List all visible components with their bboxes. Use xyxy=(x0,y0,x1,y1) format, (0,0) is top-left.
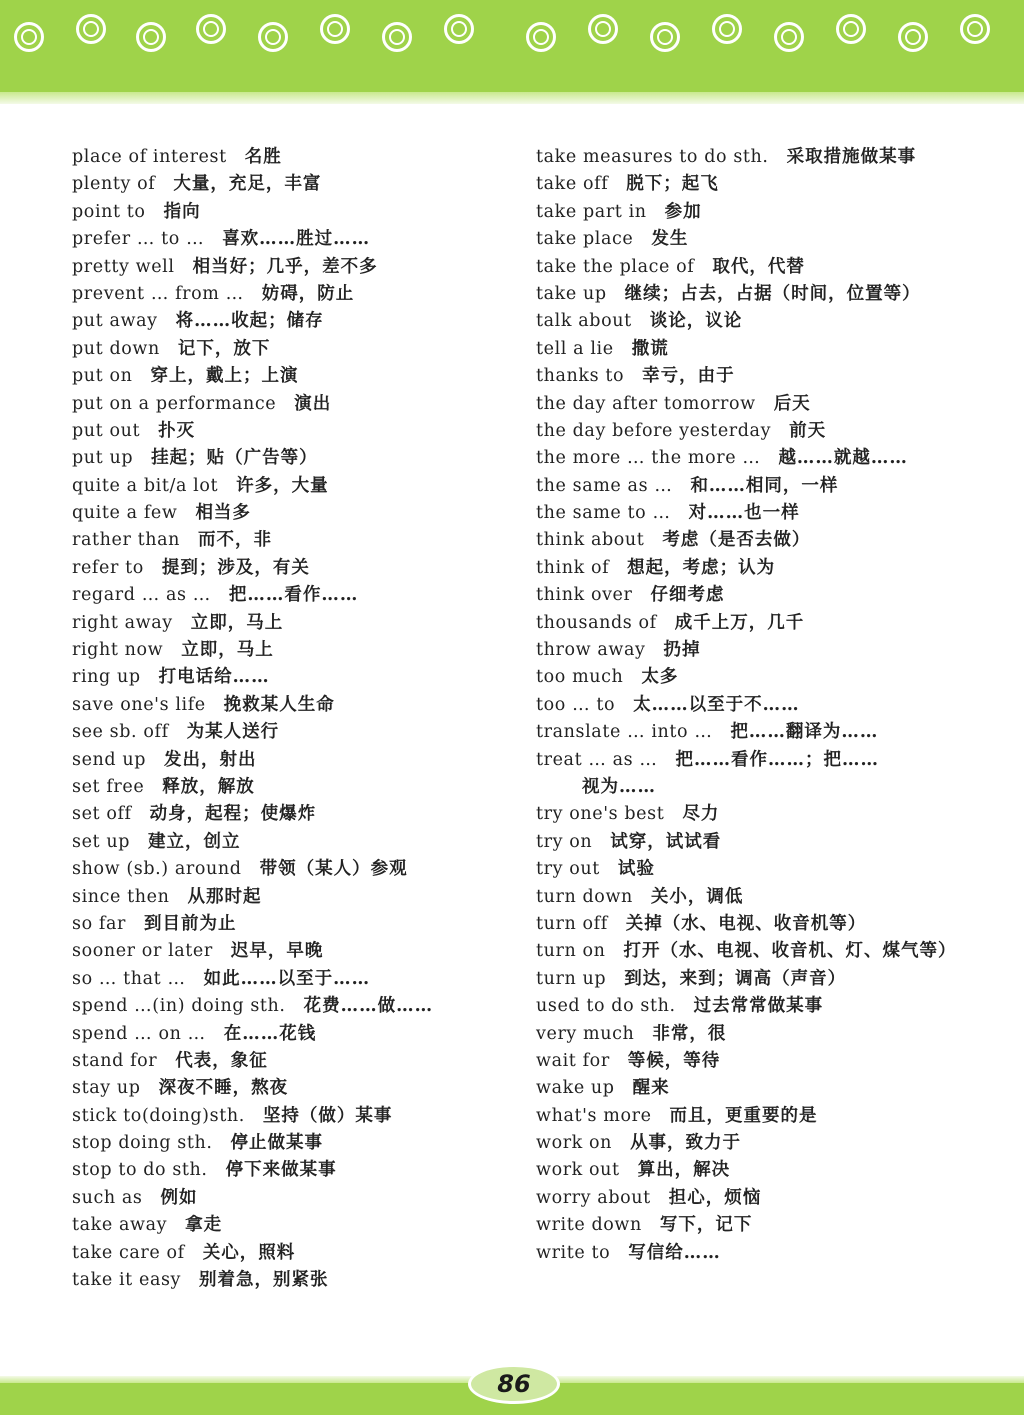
vocab-entry xyxy=(72,664,522,691)
entry-chinese: 从那时起 xyxy=(187,886,262,907)
vocab-entry xyxy=(72,1048,522,1075)
entry-chinese: 脱下；起飞 xyxy=(626,174,719,195)
vocab-entry xyxy=(536,391,1006,418)
entry-chinese: 在……花钱 xyxy=(223,1023,317,1044)
decorative-rings xyxy=(0,12,1024,62)
entry-chinese: 取代，代替 xyxy=(712,256,805,277)
entry-english: the day before yesterday xyxy=(536,420,772,441)
ring-icon xyxy=(712,14,742,44)
entry-chinese: 花费……做…… xyxy=(303,996,434,1017)
entry-english: right now xyxy=(72,640,164,661)
entry-chinese: 成千上万，几千 xyxy=(674,612,805,633)
entry-english: plenty of xyxy=(72,174,156,195)
entry-chinese: 写信给…… xyxy=(628,1242,721,1263)
ring-icon xyxy=(76,14,106,44)
entry-english: write to xyxy=(536,1242,611,1263)
entry-chinese: 妨碍，防止 xyxy=(261,283,355,304)
vocab-entry xyxy=(536,884,1006,911)
vocab-entry xyxy=(72,884,522,911)
vocab-entry xyxy=(536,610,1006,637)
entry-chinese: 停下来做某事 xyxy=(225,1160,337,1181)
entry-chinese: 挂起；贴（广告等） xyxy=(151,448,318,469)
entry-english: the day after tomorrow xyxy=(536,393,756,414)
vocab-entry xyxy=(536,1075,1006,1102)
entry-english: translate … into … xyxy=(536,722,713,743)
vocab-entry xyxy=(536,1048,1006,1075)
entry-english: wait for xyxy=(536,1050,610,1071)
vocab-entry xyxy=(72,1157,522,1184)
entry-english: turn down xyxy=(536,886,633,907)
entry-english: refer to xyxy=(72,557,144,578)
vocab-entry xyxy=(72,692,522,719)
vocab-entry xyxy=(536,418,1006,445)
entry-chinese: 和……相同，一样 xyxy=(690,475,839,496)
vocab-entry xyxy=(536,1185,1006,1212)
entry-chinese: 大量，充足，丰富 xyxy=(173,174,322,195)
ring-icon xyxy=(136,22,166,52)
entry-chinese: 立即，马上 xyxy=(190,612,284,633)
entry-english: set free xyxy=(72,776,145,797)
entry-english: pretty well xyxy=(72,256,175,277)
entry-english: stop doing sth. xyxy=(72,1133,213,1154)
entry-chinese: 非常，很 xyxy=(652,1023,727,1044)
entry-chinese: 关掉（水、电视、收音机等） xyxy=(625,913,867,934)
vocab-entry xyxy=(536,664,1006,691)
entry-english: stay up xyxy=(72,1078,141,1099)
vocab-entry xyxy=(536,1130,1006,1157)
entry-english: such as xyxy=(72,1187,143,1208)
left-column xyxy=(72,144,522,1294)
entry-chinese: 代表，象征 xyxy=(175,1050,268,1071)
entry-english: think over xyxy=(536,585,633,606)
vocab-entry xyxy=(536,692,1006,719)
entry-english: the same as … xyxy=(536,475,673,496)
entry-chinese: 过去常常做某事 xyxy=(693,996,824,1017)
entry-chinese: 打开（水、电视、收音机、灯、煤气等） xyxy=(623,941,957,962)
vocab-entry xyxy=(72,445,522,472)
entry-english: work out xyxy=(536,1160,620,1181)
entry-chinese: 发生 xyxy=(651,229,689,250)
vocab-entry xyxy=(536,1240,1006,1267)
entry-english: very much xyxy=(536,1023,635,1044)
entry-english: worry about xyxy=(536,1187,651,1208)
vocab-entry xyxy=(72,171,522,198)
entry-english: too much xyxy=(536,667,624,688)
entry-english: take it easy xyxy=(72,1270,182,1291)
entry-chinese: 仔细考虑 xyxy=(650,585,725,606)
entry-chinese: 演出 xyxy=(294,393,332,414)
vocab-entry xyxy=(72,336,522,363)
vocab-entry xyxy=(536,171,1006,198)
entry-chinese: 太多 xyxy=(641,667,679,688)
entry-chinese: 带领（某人）参观 xyxy=(259,859,408,880)
vocab-entry xyxy=(72,1185,522,1212)
entry-english: take place xyxy=(536,229,634,250)
entry-chinese: 继续；占去，占据（时间，位置等） xyxy=(624,283,921,304)
vocab-entry xyxy=(536,254,1006,281)
entry-english: so … that … xyxy=(72,968,186,989)
entry-english: put out xyxy=(72,420,141,441)
entry-chinese: 到达，来到；调高（声音） xyxy=(624,968,847,989)
vocab-entry xyxy=(536,336,1006,363)
entry-chinese: 立即，马上 xyxy=(181,640,274,661)
entry-english: take the place of xyxy=(536,256,695,277)
entry-chinese: 参加 xyxy=(664,201,702,222)
entry-chinese: 尽力 xyxy=(682,804,720,825)
entry-chinese: 试验 xyxy=(617,859,655,880)
page-number: 86 xyxy=(468,1364,560,1404)
entry-english: thousands of xyxy=(536,612,657,633)
entry-chinese: 别着急，别紧张 xyxy=(199,1270,329,1291)
entry-chinese: 对……也一样 xyxy=(688,503,800,524)
entry-chinese: 指向 xyxy=(163,201,201,222)
entry-chinese: 例如 xyxy=(160,1187,198,1208)
entry-english: rather than xyxy=(72,530,180,551)
vocab-entry xyxy=(536,829,1006,856)
entry-chinese: 穿上，戴上；上演 xyxy=(150,366,299,387)
entry-english: take part in xyxy=(536,201,647,222)
vocab-entry xyxy=(72,1267,522,1294)
entry-chinese: 挽救某人生命 xyxy=(223,694,335,715)
entry-chinese: 越……就越…… xyxy=(778,448,908,469)
entry-english: the more … the more … xyxy=(536,448,761,469)
vocab-entry xyxy=(72,144,522,171)
entry-chinese: 担心，烦恼 xyxy=(668,1187,762,1208)
entry-english: spend … on … xyxy=(72,1023,206,1044)
ring-icon xyxy=(382,22,412,52)
vocab-entry xyxy=(536,1157,1006,1184)
entry-chinese: 停止做某事 xyxy=(230,1133,324,1154)
vocab-entry xyxy=(536,1212,1006,1239)
entry-chinese: 名胜 xyxy=(244,147,282,167)
vocab-entry xyxy=(536,966,1006,993)
vocab-entry xyxy=(536,1021,1006,1048)
entry-english: take care of xyxy=(72,1242,185,1263)
vocab-entry xyxy=(536,555,1006,582)
entry-english: prefer … to … xyxy=(72,229,205,250)
entry-chinese: 到目前为止 xyxy=(143,913,237,934)
entry-english: take off xyxy=(536,174,609,195)
entry-chinese: 等候，等待 xyxy=(627,1050,721,1071)
entry-english: work on xyxy=(536,1133,613,1154)
ring-icon xyxy=(444,14,474,44)
entry-chinese: 关心，照料 xyxy=(202,1242,296,1263)
entry-english: sooner or later xyxy=(72,941,213,962)
ring-icon xyxy=(898,22,928,52)
entry-chinese: 考虑（是否去做） xyxy=(662,530,811,551)
vocab-entry xyxy=(72,993,522,1020)
entry-chinese: 深夜不睡，熬夜 xyxy=(158,1078,289,1099)
entry-chinese: 许多，大量 xyxy=(236,475,329,496)
vocab-entry xyxy=(536,473,1006,500)
entry-english: try out xyxy=(536,859,600,880)
entry-chinese: 把……看作…… xyxy=(228,585,359,606)
vocab-entry xyxy=(72,801,522,828)
vocab-entry xyxy=(72,418,522,445)
entry-chinese: 视为…… xyxy=(582,776,656,797)
vocab-entry xyxy=(72,1212,522,1239)
vocab-entry xyxy=(72,473,522,500)
ring-icon xyxy=(14,22,44,52)
entry-english: place of interest xyxy=(72,147,227,167)
entry-chinese: 为某人送行 xyxy=(186,722,280,743)
entry-chinese: 迟早，早晚 xyxy=(230,941,324,962)
entry-english: tell a lie xyxy=(536,338,614,359)
right-column xyxy=(536,144,1006,1267)
vocab-entry xyxy=(536,199,1006,226)
entry-chinese: 写下，记下 xyxy=(659,1215,753,1236)
vocab-entry xyxy=(72,637,522,664)
entry-english: quite a few xyxy=(72,503,178,524)
entry-chinese: 太……以至于不…… xyxy=(633,694,800,715)
vocab-entry xyxy=(72,281,522,308)
entry-english: what's more xyxy=(536,1105,652,1126)
vocab-entry xyxy=(72,1103,522,1130)
entry-english: see sb. off xyxy=(72,722,169,743)
vocab-entry xyxy=(72,856,522,883)
entry-english: take measures to do sth. xyxy=(536,147,769,167)
vocab-entry xyxy=(536,993,1006,1020)
entry-chinese: 扔掉 xyxy=(663,640,701,661)
vocab-entry xyxy=(72,774,522,801)
vocab-entry xyxy=(536,637,1006,664)
vocab-entry xyxy=(72,911,522,938)
entry-chinese: 后天 xyxy=(773,393,811,414)
ring-icon xyxy=(774,22,804,52)
entry-chinese: 坚持（做）某事 xyxy=(262,1105,393,1126)
entry-chinese: 醒来 xyxy=(632,1078,670,1099)
entry-english: used to do sth. xyxy=(536,996,676,1017)
vocab-entry xyxy=(72,500,522,527)
vocab-entry xyxy=(536,144,1006,171)
vocab-entry xyxy=(72,391,522,418)
entry-english: right away xyxy=(72,612,173,633)
vocab-entry xyxy=(536,226,1006,253)
entry-chinese: 记下，放下 xyxy=(177,338,271,359)
entry-english: quite a bit/a lot xyxy=(72,475,219,496)
entry-english: the same to … xyxy=(536,503,671,524)
vocab-entry xyxy=(72,226,522,253)
entry-english: stand for xyxy=(72,1050,158,1071)
vocab-entry xyxy=(536,527,1006,554)
vocab-entry xyxy=(72,719,522,746)
vocab-entry xyxy=(72,363,522,390)
entry-english: put on xyxy=(72,366,133,387)
vocab-entry xyxy=(536,856,1006,883)
vocab-entry xyxy=(72,610,522,637)
entry-chinese: 从事，致力于 xyxy=(630,1133,742,1154)
entry-chinese: 而不，非 xyxy=(198,530,272,551)
entry-english: try one's best xyxy=(536,804,665,825)
vocab-entry xyxy=(536,801,1006,828)
ring-icon xyxy=(258,22,288,52)
entry-english: thanks to xyxy=(536,366,625,387)
entry-english: regard … as … xyxy=(72,585,211,606)
vocab-entry xyxy=(72,254,522,281)
entry-english: turn up xyxy=(536,968,607,989)
entry-chinese: 采取措施做某事 xyxy=(786,147,917,167)
entry-english: try on xyxy=(536,831,593,852)
entry-chinese: 扑灭 xyxy=(158,420,196,441)
entry-chinese: 发出，射出 xyxy=(164,749,257,770)
vocab-entry xyxy=(536,911,1006,938)
vocab-entry xyxy=(72,527,522,554)
entry-chinese: 把……翻译为…… xyxy=(730,722,879,743)
entry-english: show (sb.) around xyxy=(72,859,242,880)
entry-chinese: 释放，解放 xyxy=(162,776,255,797)
vocab-entry xyxy=(72,555,522,582)
entry-english: wake up xyxy=(536,1078,615,1099)
vocab-entry xyxy=(72,1240,522,1267)
ring-icon xyxy=(960,14,990,44)
vocab-entry xyxy=(536,281,1006,308)
vocab-entry xyxy=(536,774,1006,801)
entry-chinese: 谈论，议论 xyxy=(649,311,743,332)
entry-english: so far xyxy=(72,913,126,934)
vocab-entry xyxy=(72,966,522,993)
ring-icon xyxy=(588,14,618,44)
vocab-entry xyxy=(536,747,1006,774)
entry-english: throw away xyxy=(536,640,646,661)
entry-english: save one's life xyxy=(72,694,206,715)
entry-chinese: 而且，更重要的是 xyxy=(669,1105,818,1126)
entry-english: prevent … from … xyxy=(72,283,244,304)
entry-chinese: 建立，创立 xyxy=(148,831,241,852)
vocab-entry xyxy=(536,363,1006,390)
ring-icon xyxy=(526,22,556,52)
header-band-fade xyxy=(0,92,1024,104)
vocab-entry xyxy=(536,719,1006,746)
entry-chinese: 喜欢……胜过…… xyxy=(222,229,371,250)
entry-english: take up xyxy=(536,283,607,304)
ring-icon xyxy=(650,22,680,52)
entry-english: turn off xyxy=(536,913,608,934)
entry-english: send up xyxy=(72,749,147,770)
entry-english: set up xyxy=(72,831,131,852)
vocab-entry xyxy=(72,938,522,965)
entry-english: take away xyxy=(72,1215,168,1236)
entry-chinese: 把……看作……；把…… xyxy=(675,749,880,770)
entry-english: ring up xyxy=(72,667,141,688)
entry-english: put down xyxy=(72,338,160,359)
entry-english: put on a performance xyxy=(72,393,277,414)
vocab-entry xyxy=(536,1103,1006,1130)
ring-icon xyxy=(836,14,866,44)
entry-chinese: 打电话给…… xyxy=(158,667,270,688)
entry-chinese: 相当好；几乎，差不多 xyxy=(192,256,378,277)
vocab-entry xyxy=(72,199,522,226)
entry-chinese: 幸亏，由于 xyxy=(642,366,735,387)
vocab-entry xyxy=(72,829,522,856)
entry-english: write down xyxy=(536,1215,642,1236)
entry-english: too … to xyxy=(536,694,616,715)
vocab-entry xyxy=(72,308,522,335)
entry-chinese: 动身，起程；使爆炸 xyxy=(149,804,317,825)
ring-icon xyxy=(320,14,350,44)
vocab-entry xyxy=(72,582,522,609)
entry-chinese: 算出，解决 xyxy=(637,1160,731,1181)
entry-english: turn on xyxy=(536,941,606,962)
vocab-entry xyxy=(536,582,1006,609)
entry-english: put away xyxy=(72,311,158,332)
entry-english: since then xyxy=(72,886,170,907)
entry-english: think of xyxy=(536,557,610,578)
entry-english: talk about xyxy=(536,311,632,332)
entry-english: point to xyxy=(72,201,146,222)
entry-english: set off xyxy=(72,804,132,825)
entry-chinese: 相当多 xyxy=(195,503,251,524)
entry-chinese: 关小，调低 xyxy=(650,886,744,907)
vocab-entry xyxy=(536,500,1006,527)
vocab-entry xyxy=(536,308,1006,335)
entry-english: stick to(doing)sth. xyxy=(72,1105,245,1126)
vocab-entry xyxy=(72,1021,522,1048)
entry-english: put up xyxy=(72,448,134,469)
vocab-entry xyxy=(72,1075,522,1102)
entry-english: stop to do sth. xyxy=(72,1160,208,1181)
entry-chinese: 提到；涉及，有关 xyxy=(161,557,310,578)
entry-chinese: 如此……以至于…… xyxy=(203,968,371,989)
entry-english: spend …(in) doing sth. xyxy=(72,996,286,1017)
vocab-entry xyxy=(536,938,1006,965)
entry-chinese: 拿走 xyxy=(185,1215,223,1236)
entry-chinese: 想起，考虑；认为 xyxy=(627,557,776,578)
ring-icon xyxy=(196,14,226,44)
entry-english: think about xyxy=(536,530,645,551)
vocab-entry xyxy=(72,747,522,774)
entry-chinese: 试穿，试试看 xyxy=(610,831,722,852)
entry-chinese: 撒谎 xyxy=(631,338,669,359)
vocab-entry xyxy=(72,1130,522,1157)
entry-chinese: 将……收起；储存 xyxy=(175,311,324,332)
entry-english: treat … as … xyxy=(536,749,658,770)
vocab-entry xyxy=(536,445,1006,472)
entry-chinese: 前天 xyxy=(789,420,827,441)
